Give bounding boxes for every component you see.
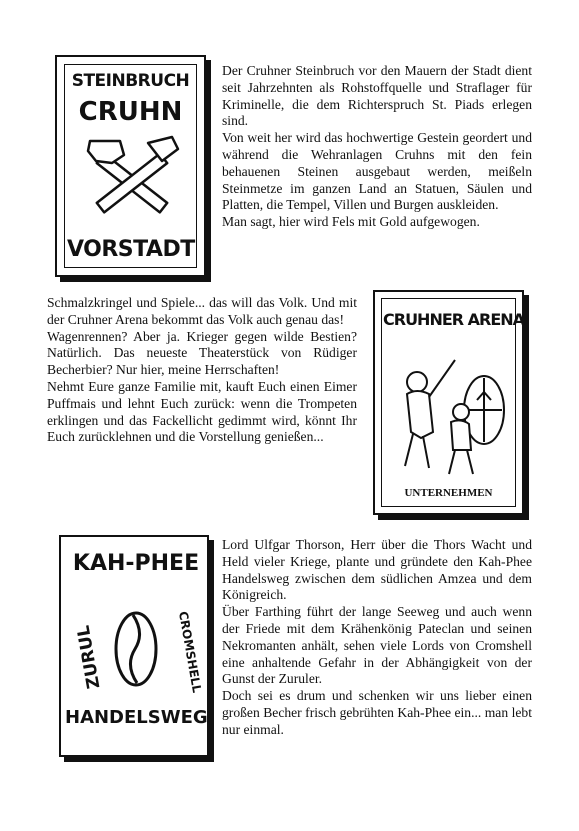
- arena-card-top-label: CRUHNER ARENA: [383, 310, 525, 329]
- steinbruch-text: [222, 63, 532, 231]
- paragraph: Nehmt Eure ganze Familie mit, kauft Euch einen Eimer Puffmais und lehnt Euch zurück: wenn die Trompeten erklingen und das Fackellicht gedimmt wird, könnt Ihr Euch zurücklehnen und die Vorstellung genießen...: [47, 378, 357, 445]
- paragraph: Man sagt, hier wird Fels mit Gold aufgewogen.: [222, 214, 480, 230]
- steinbruch-card-top-label: STEINBRUCH: [71, 71, 190, 91]
- kahphee-card-left-label: ZURUL: [73, 623, 105, 691]
- paragraph: Wagenrennen? Aber ja. Krieger gegen wilde Bestien? Natürlich. Das neueste Theaterstück von Rüdiger Becherbier? Nur hier, meine Herrschaften!: [47, 328, 357, 378]
- paragraph: Schmalzkringel und Spiele... das will das Volk. Und mit der Cruhner Arena bekommt das Volk auch genau das!: [47, 295, 357, 327]
- kahphee-card: [59, 535, 209, 757]
- crossed-hammer-pick-icon: [82, 137, 182, 227]
- arena-text: [47, 295, 357, 446]
- steinbruch-card-bottom-label: VORSTADT: [67, 237, 195, 262]
- kahphee-card-right-label: CROMSHELL: [175, 610, 205, 694]
- gladiators-icon: [389, 342, 509, 482]
- steinbruch-card: [55, 55, 206, 277]
- paragraph: Der Cruhner Steinbruch vor den Mauern der Stadt dient seit Jahrzehnten als Rohstoffquelle und Straflager für Kriminelle, die dem Richterspruch St. Piads erlegen sind.: [222, 63, 532, 129]
- kahphee-card-bottom-label: HANDELSWEG: [65, 707, 208, 728]
- coffee-bean-icon: [111, 609, 161, 689]
- paragraph: Doch sei es drum und schenken wir uns lieber einen großen Becher frisch gebrühten Kah-Phee ein... man lebt nur einmal.: [222, 688, 532, 737]
- paragraph: Von weit her wird das hochwertige Gestein geordert und während die Wehranlagen Cruhns mit den fein behauenen Steinen ausgebaut werden, meißeln Steinmetze im ganzen Land an Statuen, Säulen und Platten, die Tempel, Villen und Burgen auskleiden.: [222, 130, 532, 213]
- kahphee-text: [222, 537, 532, 739]
- steinbruch-card-mid-label: CRUHN: [78, 97, 183, 127]
- arena-card-bottom-label: UNTERNEHMEN: [404, 487, 493, 499]
- arena-card: [373, 290, 524, 515]
- paragraph: Lord Ulfgar Thorson, Herr über die Thors Wacht und Held vieler Kriege, plante und gründete den Kah-Phee Handelsweg zwischen dem südlichen Amzea und dem Königreich.: [222, 537, 532, 603]
- paragraph: Über Farthing führt der lange Seeweg und auch wenn der Friede mit dem Krähenkönig Pateclan und seinen Nekromanten anhält, sehen viele Lords von Cromshell eine anhaltende Gefahr in der Abhängigkeit von der Gunst der Zuruler.: [222, 604, 532, 687]
- kahphee-card-top-label: KAH-PHEE: [72, 551, 200, 576]
